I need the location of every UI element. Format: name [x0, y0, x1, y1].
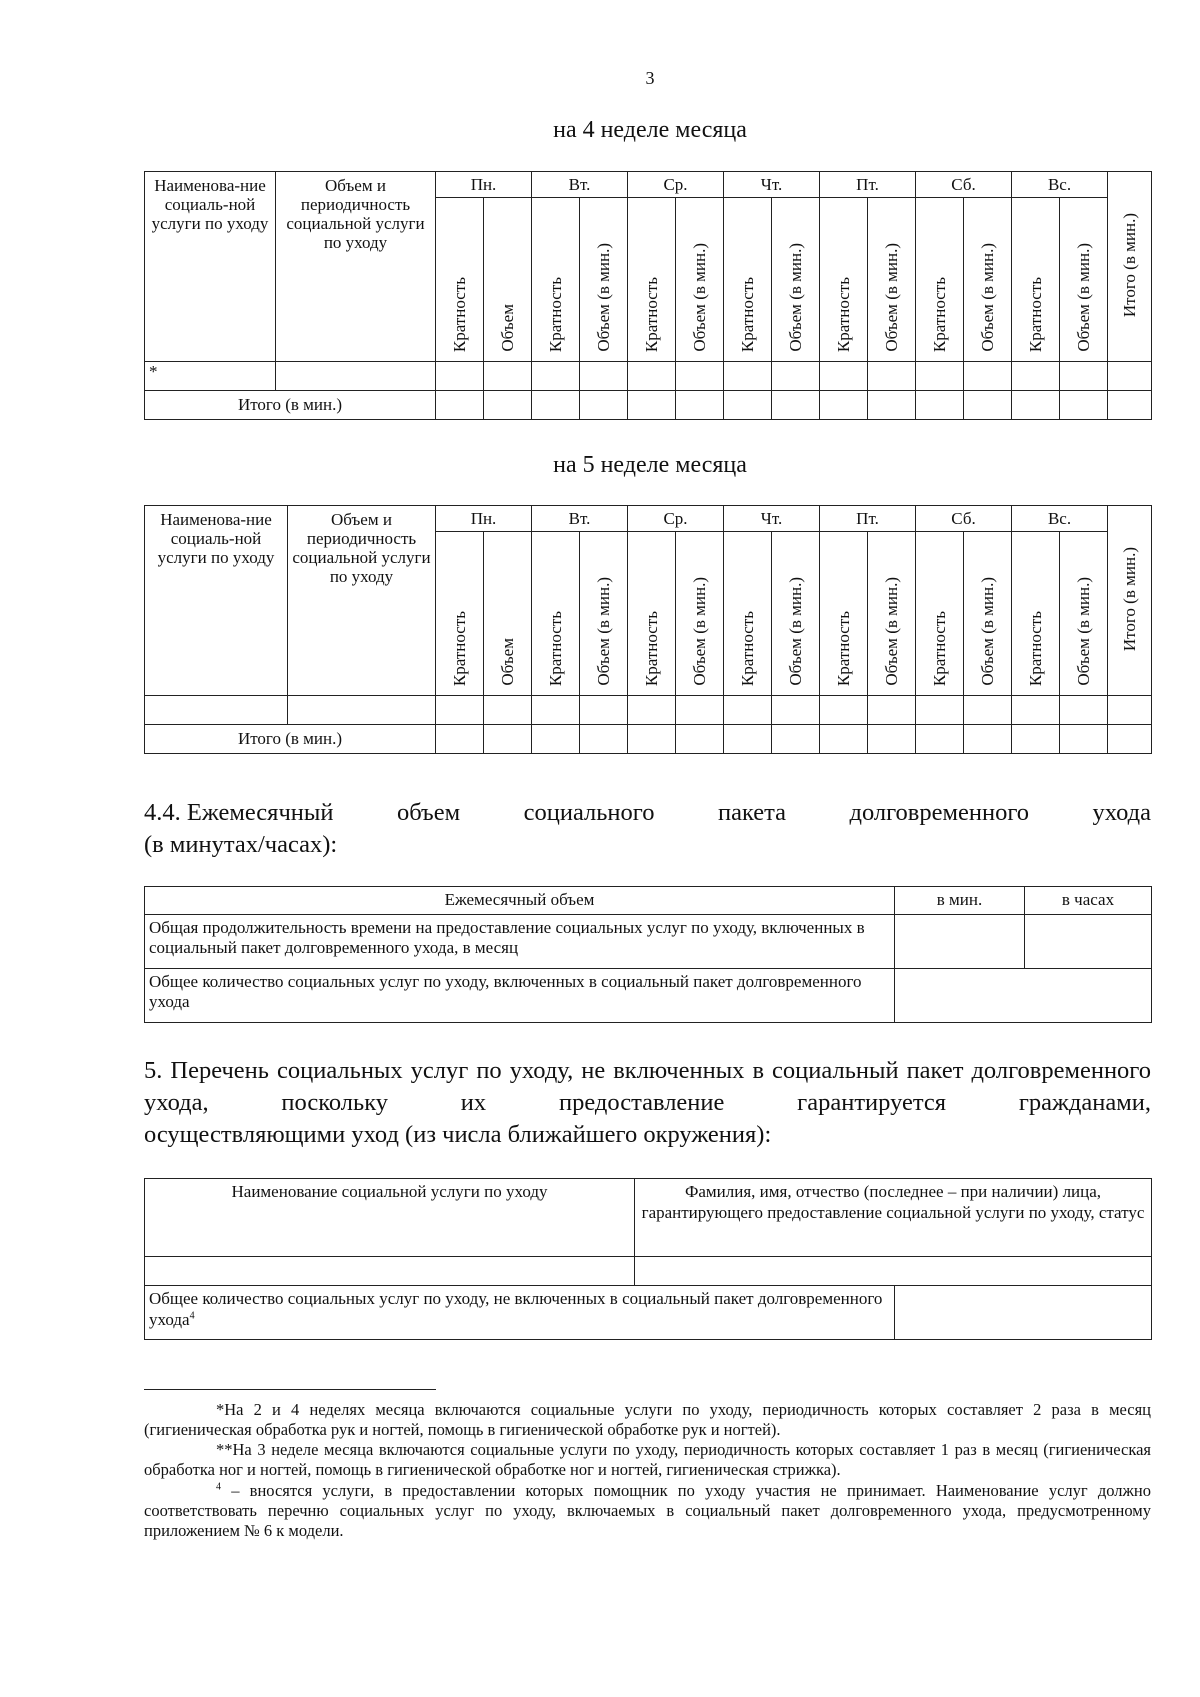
sub-frequency: Кратность [820, 198, 868, 362]
day-tue: Вт. [532, 172, 628, 198]
sub-frequency: Кратность [628, 532, 676, 696]
s44-word: пакета [717, 799, 787, 826]
nonincluded-total-value [895, 1286, 1152, 1340]
day-mon: Пн. [436, 506, 532, 532]
day-mon: Пн. [436, 172, 532, 198]
day-fri: Пт. [820, 506, 916, 532]
day-wed: Ср. [628, 506, 724, 532]
total-row [145, 391, 1152, 420]
sub-volume: Объем (в мин.) [676, 532, 724, 696]
col-total: Итого (в мин.) [1108, 172, 1152, 362]
nonincluded-services-table [144, 1178, 1152, 1340]
week5-title: на 5 неделе месяца [553, 452, 747, 478]
sub-volume: Объем (в мин.) [676, 198, 724, 362]
sub-volume: Объем (в мин.) [772, 532, 820, 696]
footnote-3: $^4$ – вносятся услуги, в предоставлении которых помощник по уходу участия не принимает. Наименование услуг должно соответствовать перечню социальных услуг по уходу, включаемых в социальный пакет долговременного ухода, предусмотренному приложением № 6 к модели. [144, 1480, 1151, 1540]
sub-volume: Объем (в мин.) [580, 198, 628, 362]
sub-frequency: Кратность [724, 532, 772, 696]
col-minutes: в мин. [895, 887, 1025, 915]
sub-volume: Объем (в мин.) [772, 198, 820, 362]
section-5-last-line: осуществляющими уход (из числа ближайшего окружения): [144, 1120, 772, 1148]
day-sun: Вс. [1012, 506, 1108, 532]
sub-frequency: Кратность [1012, 198, 1060, 362]
footnote-separator [144, 1389, 436, 1390]
day-thu: Чт. [724, 506, 820, 532]
sub-frequency: Кратность [820, 532, 868, 696]
section-5-text: 5. Перечень социальных услуг по уходу, не включенных в социальный пакет долговременного ухода, поскольку их предоставление гарантируется гражданами, [144, 1057, 1151, 1116]
sub-volume: Объем (в мин.) [1060, 532, 1108, 696]
footnote-1: *На 2 и 4 неделях месяца включаются социальные услуги по уходу, периодичность которых составляет 2 раза в месяц (гигиеническая обработка рук и ногтей, помощь в гигиенической обработке рук и ногтей). [144, 1400, 1151, 1440]
sub-volume: Объем (в мин.) [868, 198, 916, 362]
monthly-row-count: Общее количество социальных услуг по уходу, включенных в социальный пакет долговременного ухода [145, 968, 895, 1022]
col-volume-periodicity: Объем и периодичность социальной услуги по уходу [276, 172, 436, 362]
day-sun: Вс. [1012, 172, 1108, 198]
table-row [145, 1257, 1152, 1286]
sub-frequency: Кратность [532, 532, 580, 696]
col-hours: в часах [1025, 887, 1152, 915]
monthly-volume-table [144, 886, 1152, 1023]
section-5-heading [144, 1055, 1151, 1151]
total-row [145, 725, 1152, 754]
sub-frequency: Кратность [436, 532, 484, 696]
s44-word: социального [523, 799, 655, 826]
col-service-name: Наименова-ние социаль-ной услуги по уходу [145, 506, 288, 696]
sub-frequency: Кратность [532, 198, 580, 362]
col-responsible-person: Фамилия, имя, отчество (последнее – при наличии) лица, гарантирующего предоставление социальной услуги по уходу, статус [635, 1179, 1152, 1257]
footnote-ref: 4 [189, 1310, 195, 1322]
minutes-cell [895, 914, 1025, 968]
total-row-label: Итого (в мин.) [145, 725, 436, 754]
footnotes [144, 1400, 1151, 1541]
sub-frequency: Кратность [916, 198, 964, 362]
day-wed: Ср. [628, 172, 724, 198]
sub-frequency: Кратность [724, 198, 772, 362]
footnote-2: **На 3 неделе месяца включаются социальные услуги по уходу, периодичность которых составляет 1 раз в месяц (гигиеническая обработка ног и ногтей, помощь в гигиенической обработке ног и ногтей, гигиеническая стрижка). [144, 1440, 1151, 1480]
row-mark: * [145, 362, 276, 391]
sub-volume: Объем (в мин.) [580, 532, 628, 696]
s44-line2: (в минутах/часах): [144, 830, 338, 858]
page-number: 3 [645, 68, 655, 88]
total-row-label: Итого (в мин.) [145, 391, 436, 420]
col-total: Итого (в мин.) [1108, 506, 1152, 696]
col-service-name: Наименова-ние социаль-ной услуги по уходу [145, 172, 276, 362]
s44-word: долговременного [849, 799, 1030, 826]
s44-word: 4.4. Ежемесячный [144, 799, 334, 826]
section-4-4-heading [144, 797, 1151, 861]
nonincluded-total-label: Общее количество социальных услуг по уходу, не включенных в социальный пакет долговременного ухода$^4$ [145, 1286, 895, 1340]
day-sat: Сб. [916, 506, 1012, 532]
sub-frequency: Кратность [436, 198, 484, 362]
table-row [145, 362, 1152, 391]
sub-volume: Объем (в мин.) [964, 198, 1012, 362]
col-service-name: Наименование социальной услуги по уходу [145, 1179, 635, 1257]
monthly-header: Ежемесячный объем [145, 887, 895, 915]
day-sat: Сб. [916, 172, 1012, 198]
monthly-row-duration: Общая продолжительность времени на предоставление социальных услуг по уходу, включенных в социальный пакет долговременного ухода, в месяц [145, 914, 895, 968]
week4-title: на 4 неделе месяца [553, 117, 747, 143]
col-volume-periodicity: Объем и периодичность социальной услуги по уходу [288, 506, 436, 696]
sub-volume: Объем (в мин.) [1060, 198, 1108, 362]
sub-volume: Объем [484, 532, 532, 696]
sub-frequency: Кратность [628, 198, 676, 362]
day-fri: Пт. [820, 172, 916, 198]
week4-schedule-table [144, 171, 1152, 420]
day-tue: Вт. [532, 506, 628, 532]
count-cell [895, 968, 1152, 1022]
sub-frequency: Кратность [1012, 532, 1060, 696]
week5-schedule-table [144, 505, 1152, 754]
hours-cell [1025, 914, 1152, 968]
sub-frequency: Кратность [916, 532, 964, 696]
sub-volume: Объем (в мин.) [868, 532, 916, 696]
s44-word: ухода [1092, 799, 1151, 826]
table-row [145, 696, 1152, 725]
sub-volume: Объем [484, 198, 532, 362]
s44-word: объем [396, 799, 461, 826]
sub-volume: Объем (в мин.) [964, 532, 1012, 696]
day-thu: Чт. [724, 172, 820, 198]
